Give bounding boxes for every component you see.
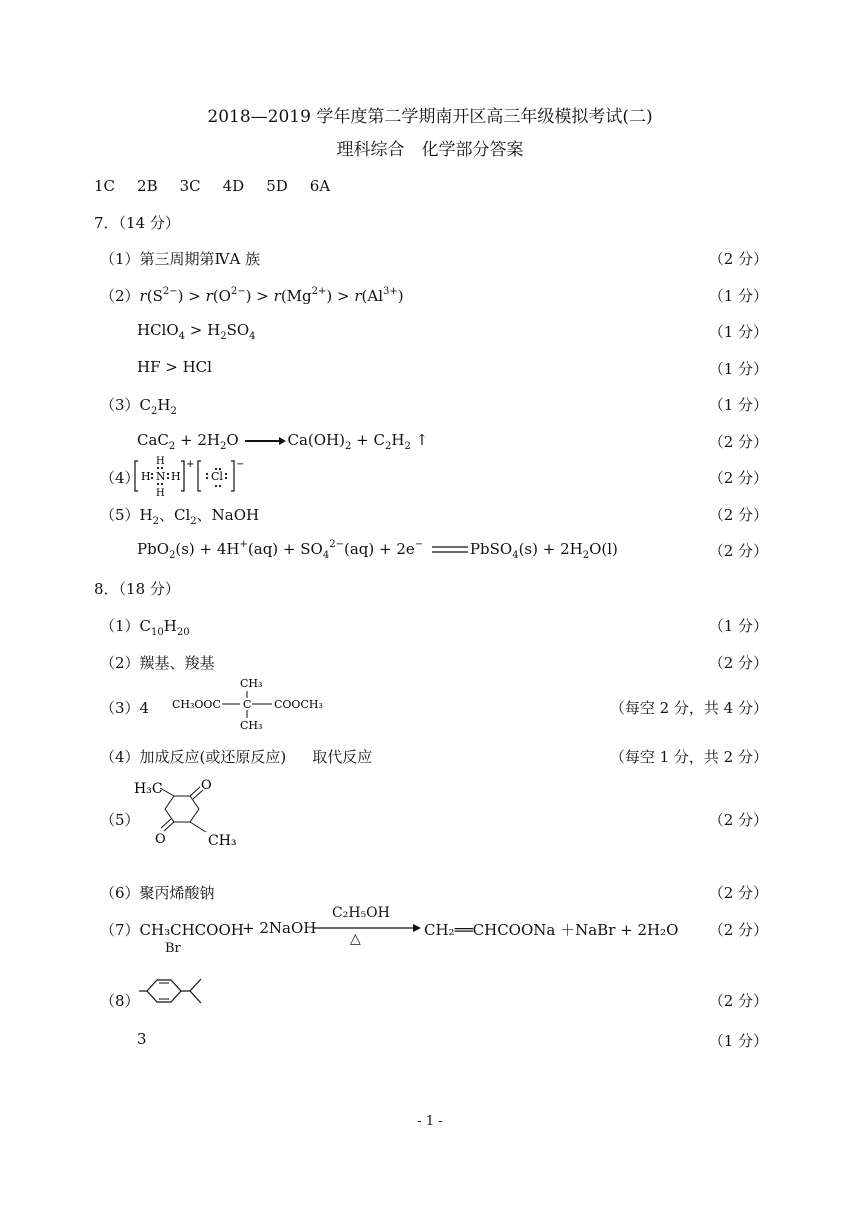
q7-part1: （1）第三周期第ⅣA 族 （2 分） [100, 250, 768, 268]
q7-part2-stability: HF > HCl （1 分） [137, 358, 768, 378]
q8-part8: （8） （2 分） [0, 990, 860, 1014]
choice-answer: 2B [137, 177, 158, 195]
choice-answers [0, 177, 860, 201]
q8-heading: 8．（18 分） [94, 580, 180, 598]
score: （1 分） [708, 617, 768, 635]
choice-answer: 5D [266, 177, 288, 195]
svg-text:N: N [156, 470, 166, 483]
score: （1 分） [708, 323, 768, 341]
equals-sign [428, 544, 470, 556]
score: （1 分） [708, 1032, 768, 1050]
p-cymene-skeletal-structure [135, 974, 207, 1020]
svg-text:COOCH₃: COOCH₃ [274, 698, 323, 711]
reaction-arrow [243, 435, 287, 447]
page-title: 2018—2019 学年度第二学期南开区高三年级模拟考试(二) [207, 107, 653, 127]
score: （2 分） [708, 542, 768, 560]
choice-answer: 3C [179, 177, 201, 195]
q8-part3: （3）4 CH₃OOC C COOCH₃ CH₃ CH₃ （每空 2 分，共 4 分） [100, 677, 768, 732]
svg-text:CH₃: CH₃ [208, 833, 237, 849]
bromo-substituent: Br [165, 941, 181, 956]
svg-text:H₃C: H₃C [134, 781, 163, 797]
score: （2 分） [708, 921, 768, 939]
q8-part2: （2）羰基、羧基 （2 分） [100, 654, 768, 672]
svg-text:CH₃: CH₃ [240, 719, 263, 732]
score: （1 分） [708, 360, 768, 378]
score: （2 分） [708, 469, 768, 487]
q8-part5: （5） H₃C O O CH₃ （2 分） [0, 809, 860, 833]
q8-part6: （6）聚丙烯酸钠 （2 分） [100, 884, 768, 902]
svg-text:H: H [141, 470, 151, 483]
nh4cl-lewis-structure [134, 455, 254, 501]
q8-part4: （4）加成反应(或还原反应) 取代反应 （每空 1 分，共 2 分） [100, 748, 768, 766]
svg-text:O: O [201, 778, 212, 793]
dimethyl-malonate-structure [172, 675, 342, 733]
svg-text:−: − [236, 459, 245, 470]
score: （2 分） [708, 433, 768, 451]
score: （2 分） [708, 992, 768, 1010]
score: （2 分） [708, 250, 768, 268]
q7-part3: $(3)C_2H_2$ （1 分） [100, 396, 768, 417]
svg-text:+: + [186, 459, 195, 470]
svg-text:CH₃OOC: CH₃OOC [172, 698, 221, 711]
score: （2 分） [708, 811, 768, 829]
q7-part3-equation: $CaC_2 + 2H_2O$ $Ca(OH)_2 + C_2H_2$ ↑ （2 分） [137, 431, 768, 452]
svg-text:CH₃: CH₃ [240, 677, 263, 690]
svg-text:H: H [171, 470, 181, 483]
score: （1 分） [708, 287, 768, 305]
score: （每空 2 分，共 4 分） [609, 699, 768, 717]
choice-answer: 1C [94, 177, 116, 195]
choice-answer: 4D [222, 177, 245, 195]
page-number: - 1 - [417, 1114, 443, 1129]
score: （2 分） [708, 654, 768, 672]
svg-text:C: C [243, 698, 252, 711]
choice-answer: 6A [309, 177, 331, 195]
q8-part8-count: 3 （1 分） [137, 1030, 768, 1050]
score: （2 分） [708, 506, 768, 524]
q8-part1: $(1)C_{10}H_{20}$ （1 分） [100, 617, 768, 638]
reaction-condition-solvent: C₂H₅OH [332, 905, 390, 921]
score: （1 分） [708, 396, 768, 414]
svg-text:O: O [155, 832, 166, 847]
reaction-arrow [314, 922, 422, 934]
q7-part2-acid: HClO$_4$ > $H_2SO_4$ （1 分） [137, 321, 768, 342]
page-subtitle: 理科综合 化学部分答案 [336, 140, 524, 160]
q7-heading: 7．（14 分） [94, 214, 180, 232]
q8-part7: （7）CH₃CHCOOH Br + 2NaOH C₂H₅OH △ CH₂══CHCOONa ＋NaBr + 2H₂O （2 分） [100, 905, 768, 956]
svg-text:H: H [156, 488, 165, 499]
q7-part5-equation: $PbO_2(s) + 4H^+(aq) + SO_4^{2-}(aq) + 2e^-$ PbSO$_4$(s) + $2H_2O(l)$ （2 分） [137, 539, 768, 561]
reaction-condition-heat: △ [350, 931, 361, 947]
svg-text:Cl: Cl [211, 470, 223, 483]
q7-part4: （4） H N H H H + Cl − （2 分） [100, 456, 768, 499]
score: （每空 1 分，共 2 分） [609, 748, 768, 766]
svg-text:H: H [156, 456, 165, 467]
q7-part5: $(5)H_2$、$Cl_2$、NaOH （2 分） [100, 506, 768, 527]
lactide-ring-structure [132, 775, 252, 857]
score: （2 分） [708, 884, 768, 902]
q7-part2-radius: $(2)r(S^{2-}) > r(O^{2-}) > r(Mg^{2+}) > r(Al^{3+})$ （1 分） [100, 286, 768, 305]
